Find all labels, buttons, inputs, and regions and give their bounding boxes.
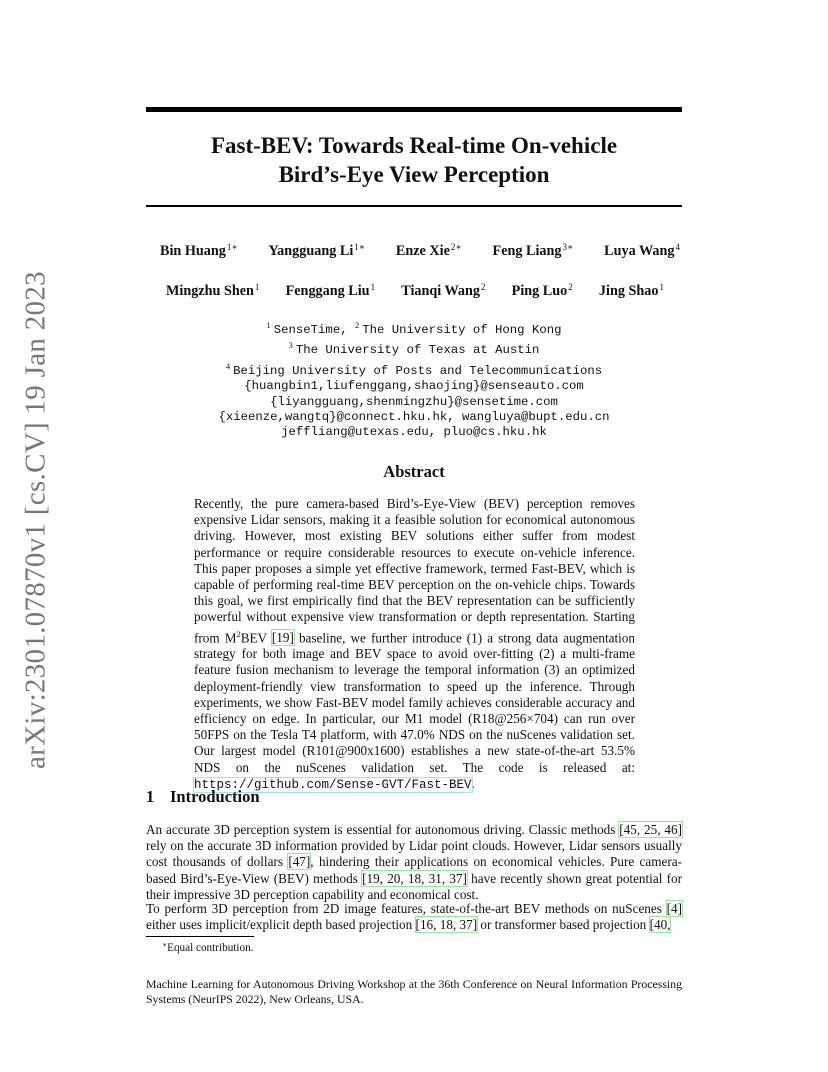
paper-title-line-2: Bird’s-Eye View Perception bbox=[278, 162, 550, 187]
authors-row-2 bbox=[166, 282, 664, 300]
code-link[interactable]: https://github.com/Sense-GVT/Fast-BEV bbox=[194, 777, 472, 792]
author: Ping Luo$^2$ bbox=[511, 282, 573, 299]
author: Tianqi Wang$^2$ bbox=[401, 282, 486, 299]
footnote-rule bbox=[146, 936, 254, 937]
paper-title-line-1: Fast-BEV: Towards Real-time On-vehicle bbox=[210, 133, 618, 158]
affiliation-line: $^4$ Beijing University of Posts and Telecommunications bbox=[225, 360, 603, 378]
intro-paragraph-2: To perform 3D perception from 2D image features, state-of-the-art BEV methods on nuScenes [4] either uses implicit/explicit depth based projection [16, 18, 37] or transformer based projection [40, bbox=[146, 901, 682, 933]
intro-paragraph-1: An accurate 3D perception system is essential for autonomous driving. Classic methods [45, 25, 46] rely on the accurate 3D information provided by Lidar point clouds. However, Lidar sensors usually cost thousands of dollars [47], hindering their applications on economical vehicles. Pure camera-based Bird’s-Eye-View (BEV) methods [19, 20, 18, 31, 37] have recently shown great potential for their impressive 3D perception capability and economical cost. bbox=[146, 822, 682, 902]
citation-link[interactable]: [19] bbox=[271, 630, 294, 646]
email-line: {huangbin1,liufenggang,shaojing}@senseauto.com bbox=[244, 379, 584, 394]
email-line: {liyangguang,shenmingzhu}@sensetime.com bbox=[270, 394, 558, 409]
citation-link[interactable]: [47] bbox=[288, 854, 311, 870]
title-top-rule bbox=[146, 107, 682, 112]
title-bottom-rule bbox=[146, 205, 682, 207]
section-heading-introduction: 1 Introduction bbox=[146, 787, 260, 806]
venue-note: Machine Learning for Autonomous Driving Workshop at the 36th Conference on Neural Information Processing Systems (NeurIPS 2022), New Orleans, USA. bbox=[146, 977, 682, 1006]
author: Luya Wang$^4$ bbox=[604, 242, 680, 259]
email-line: jeffliang@utexas.edu, pluo@cs.hku.hk bbox=[281, 425, 547, 440]
author: Jing Shao$^1$ bbox=[598, 282, 664, 299]
author: Fenggang Liu$^1$ bbox=[285, 282, 376, 299]
citation-link[interactable]: [19, 20, 18, 31, 37] bbox=[362, 870, 467, 886]
abstract-body: Recently, the pure camera-based Bird’s-Eye-View (BEV) perception removes expensive Lidar sensors, making it a feasible solution for economical autonomous driving. However, most existing BEV solutions either suffer from modest performance or require considerable resources to execute on-vehicle inference. This paper proposes a simple yet effective framework, termed Fast-BEV, which is capable of performing real-time BEV perception on the on-vehicle chips. Towards this goal, we first empirically find that the BEV representation can be sufficiently powerful without expensive view transformation or depth representation. Starting from $M^2BEV$ [19] baseline, we further introduce (1) a strong data augmentation strategy for both image and BEV space to avoid over-fitting (2) a multi-frame feature fusion mechanism to leverage the temporal information (3) an optimized deployment-friendly view transformation to speed up the inference. Through experiments, we show Fast-BEV model family achieves considerable accuracy and efficiency on edge. In particular, our M1 model (R18@256×704) can run over 50FPS on the Tesla T4 platform, with 47.0% NDS on the nuScenes validation set. Our largest model (R101@900x1600) establishes a new state-of-the-art 53.5% NDS on the nuScenes validation set. The code is released at: https://github.com/Sense-GVT/Fast-BEV. bbox=[194, 496, 635, 792]
citation-link[interactable]: [40, bbox=[649, 917, 671, 933]
citation-link[interactable]: [4] bbox=[666, 901, 682, 916]
authors-row-1 bbox=[160, 242, 680, 260]
author: Feng Liang$^{3∗}$ bbox=[492, 242, 574, 259]
affiliations bbox=[146, 318, 682, 441]
affiliation-line: $^3$ The University of Texas at Austin bbox=[288, 340, 540, 358]
paper-title bbox=[146, 131, 682, 189]
abstract-heading: Abstract bbox=[383, 462, 445, 481]
author: Yangguang $Li^{1∗}$ bbox=[268, 242, 365, 259]
email-line: {xieenze,wangtq}@connect.hku.hk, wangluya@bupt.edu.cn bbox=[218, 410, 610, 425]
arxiv-identifier: arXiv:2301.07870v1 [cs.CV] 19 Jan 2023 bbox=[19, 271, 52, 769]
affiliation-line: $^1$ SenseTime, $^2$ The University of Hong Kong bbox=[266, 320, 562, 337]
footnote: ∗Equal contribution. bbox=[162, 940, 254, 954]
citation-link[interactable]: [16, 18, 37] bbox=[415, 917, 478, 933]
citation-link[interactable]: [45, 25, 46] bbox=[619, 822, 682, 837]
author: Mingzhu Shen$^1$ bbox=[166, 282, 260, 299]
author: Enze Xie$^{2∗}$ bbox=[395, 242, 462, 259]
author: Bin Huang$^{1∗}$ bbox=[160, 242, 238, 259]
